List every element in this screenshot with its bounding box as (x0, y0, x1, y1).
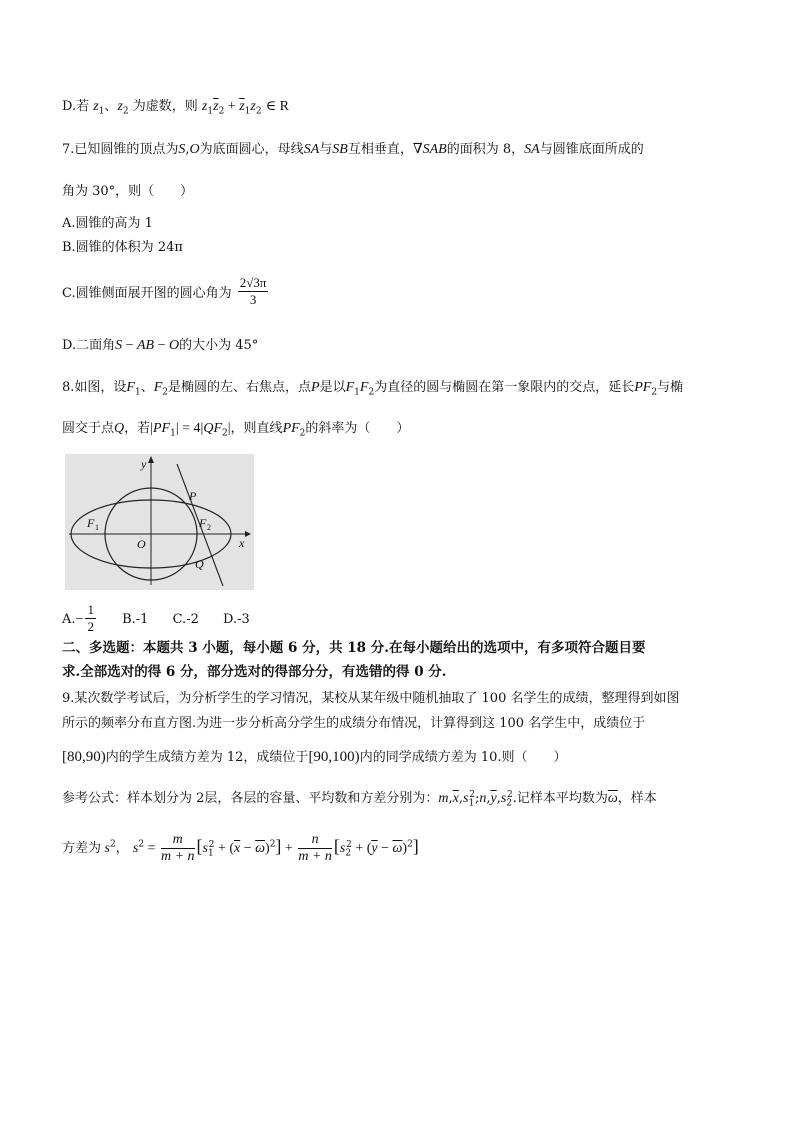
q7-c-fraction (238, 275, 269, 308)
q7-d-text-a: D.二面角 (62, 338, 116, 353)
q8-a-fraction (85, 602, 96, 635)
q7-stem-line2: 角为 30°，则（ ） (62, 184, 194, 199)
q7-option-a: A.圆锥的高为 1 (62, 216, 153, 231)
q8-text-h: ，则直线 (230, 421, 283, 436)
q7-c-text: C.圆锥侧面展开图的圆心角为 (62, 286, 232, 301)
q8-a-label: A. (62, 612, 76, 627)
label-p: P (189, 489, 197, 503)
q7-text-c: 与 (319, 142, 333, 157)
q9-reference-line2: 方差为 $s^2$， $s^2$ = $\frac{m}{m + n}$ $[s_1^2 + (\overline{x} - \overline{\omega})^2]$ + $\frac{n}{m + n}$ $[s_2^2 + (\overline{y} - \overline{\omega})^2]$ (62, 832, 419, 864)
q8-text-a: 8.如图，设 (62, 380, 127, 395)
q9-reference-line1: 参考公式：样本划分为 2层，各层的容量、平均数和方差分别为：$m,\overline{x},s_1^2;n,\overline{y},s_2^2$.记样本平均数为$\overline{\omega}$，样本 (62, 789, 657, 809)
q9-ref-text-b: .记样本平均数为 (512, 791, 608, 806)
q7-c-denominator: 3 (249, 292, 257, 307)
q8-options (62, 603, 270, 636)
q8-text-b: 是椭圆的左、右焦点，点 (168, 380, 312, 395)
x-axis-arrow (245, 531, 251, 537)
q9-ref-text-d: 方差为 (62, 841, 102, 856)
q9-stem-line3 (62, 748, 567, 767)
q7-stem-line1: 7.已知圆锥的顶点为S,O为底面圆心，母线SA与SB互相垂直，∇SAB的面积为 8，SA与圆锥底面所成的 (62, 142, 644, 157)
q9-ref-text-c: ，样本 (617, 791, 657, 806)
q7-c-numerator: 2√3π (239, 275, 267, 290)
q9-stem-line1: 9.某次数学考试后，为分析学生的学习情况，某校从某年级中随机抽取了 100 名学生的成绩，整理得到如图 (62, 691, 680, 706)
q9-text-d: 内的同学成绩方差为 10.则（ ） (359, 750, 567, 765)
q7-text-b: 为底面圆心，母线 (199, 142, 304, 157)
q6-d-set: ∈ R (265, 99, 289, 114)
q6-d-text: 为虚数，则 (132, 99, 198, 114)
q8-a-numerator: 1 (87, 602, 94, 617)
q7-option-c (62, 277, 270, 310)
q8-option-c: C.-2 (172, 612, 199, 627)
section2-heading-line1: 二、多选题：本题共 3 小题，每小题 6 分，共 18 分.在每小题给出的选项中，有多项符合题目要 (62, 640, 646, 656)
q6-option-d: D.若 $z_1$、$z_2$ 为虚数，则 $z_1\overline{z}_2 + \overline{z}_1z_2$ ∈ R (62, 99, 289, 117)
q8-stem-line2: 圆交于点Q，若$|PF_1| = 4|QF_2|$，则直线$PF_2$的斜率为（ ） (62, 421, 410, 439)
label-f2: F (199, 516, 207, 530)
label-o: O (137, 537, 146, 551)
q8-text-d: 为直径的圆与椭圆在第一象限内的交点，延长 (374, 380, 635, 395)
q8-a-denominator: 2 (87, 619, 94, 634)
q9-frac-m: $\frac{m}{m + n}$ (160, 832, 195, 864)
q8-text-c: 是以 (319, 380, 346, 395)
q8-stem-line1: 8.如图，设$F_1$、$F_2$是椭圆的左、右焦点，点P是以$F_1F_2$为直径的圆与椭圆在第一象限内的交点，延长$PF_2$与椭 (62, 380, 684, 398)
q8-ellipse-figure (65, 454, 254, 590)
q7-d-text-b: 的大小为 45° (179, 338, 259, 353)
q6-d-label: D.若 (62, 99, 90, 114)
label-f2-sub: 2 (207, 523, 211, 532)
label-x: x (239, 536, 245, 550)
q9-stem-line2: 所示的频率分布直方图.为进一步分析高分学生的成绩分布情况，计算得到这 100 名学生中，成绩位于 (62, 716, 646, 731)
y-axis-arrow (148, 456, 154, 463)
q8-option-b: B.-1 (122, 612, 149, 627)
q9-interval-1: [80,90) (62, 749, 106, 765)
q9-interval-2: [90,100) (308, 749, 360, 765)
q9-frac-n: $\frac{n}{m + n}$ (298, 832, 332, 864)
q7-text-e: 的面积为 8， (446, 142, 525, 157)
q7-option-b: B.圆锥的体积为 24π (62, 240, 183, 255)
q9-text-b: 内的学生成绩方差为 12，成绩位于 (105, 750, 309, 765)
q7-text-a: 7.已知圆锥的顶点为 (62, 142, 179, 157)
q8-text-g: ，若 (124, 421, 151, 436)
q7-text-d: 互相垂直， (347, 142, 413, 157)
q8-text-f: 圆交于点 (62, 421, 115, 436)
label-q: Q (195, 557, 204, 571)
q8-option-a: A.− $\frac{1}{2}$ (62, 602, 94, 634)
label-f1-sub: 1 (95, 523, 99, 532)
q9-ref-text-e: ， (115, 841, 129, 856)
q8-text-i: 的斜率为（ ） (305, 421, 410, 436)
label-y: y (141, 457, 147, 471)
q8-option-d: D.-3 (223, 612, 250, 627)
q7-option-d: D.二面角S − AB − O的大小为 45° (62, 338, 259, 353)
q8-text-e: 与椭 (657, 380, 684, 395)
label-f1: F (87, 516, 95, 530)
q7-text-f: 与圆锥底面所成的 (539, 142, 644, 157)
q9-ref-text-a: 参考公式：样本划分为 2层，各层的容量、平均数和方差分别为： (62, 791, 439, 806)
ellipse-diagram (65, 454, 254, 590)
section2-heading-line2: 求.全部选对的得 6 分，部分选对的得部分分，有选错的得 0 分. (62, 664, 447, 680)
